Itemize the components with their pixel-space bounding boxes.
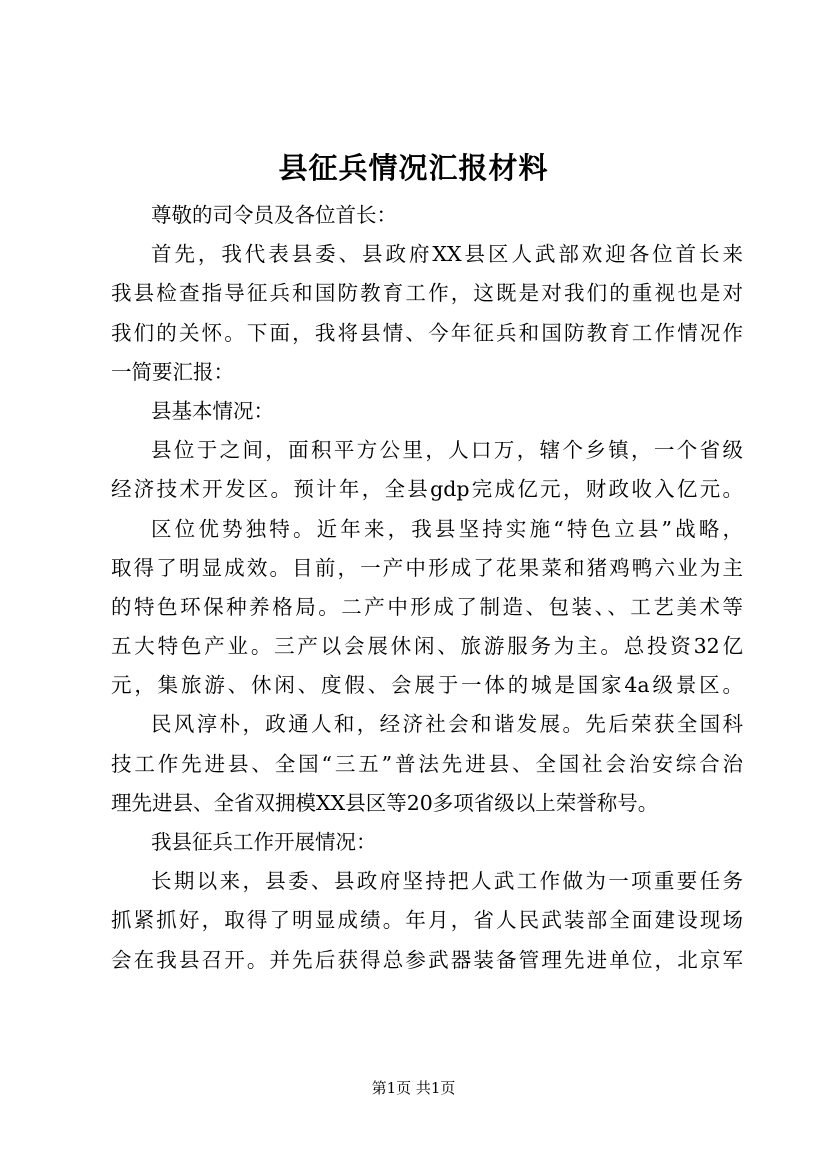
paragraph-line: 抓紧抓好，取得了明显成绩。年月，省人民武装部全面建设现场	[111, 908, 743, 933]
paragraph-line: 会在我县召开。并先后获得总参武器装备管理先进单位，北京军	[111, 947, 743, 972]
paragraph-line: 长期以来，县委、县政府坚持把人武工作做为一项重要任务	[151, 869, 743, 894]
paragraph-line: 理先进县、全省双拥模XX县区等20多项省级以上荣誉称号。	[111, 790, 659, 815]
paragraph-line: 我们的关怀。下面，我将县情、今年征兵和国防教育工作情况作	[111, 320, 743, 345]
paragraph-line: 区位优势独特。近年来，我县坚持实施“特色立县”战略，	[151, 516, 743, 541]
paragraph-line: 取得了明显成效。目前，一产中形成了花果菜和猪鸡鸭六业为主	[111, 555, 743, 580]
paragraph-line: 元，集旅游、休闲、度假、会展于一体的城是国家4a级景区。	[111, 673, 743, 698]
paragraph-line: 县位于之间，面积平方公里，人口万，辖个乡镇，一个省级	[151, 438, 743, 463]
paragraph-line: 经济技术开发区。预计年，全县gdp完成亿元，财政收入亿元。	[111, 477, 743, 502]
paragraph-line: 技工作先进县、全国“三五”普法先进县、全国社会治安综合治	[111, 751, 743, 776]
document-body	[111, 196, 743, 980]
section-heading: 我县征兵工作开展情况：	[151, 830, 377, 854]
page-number-footer: 第1页 共1页	[371, 1079, 456, 1097]
paragraph-line: 民风淳朴，政通人和，经济社会和谐发展。先后荣获全国科	[151, 712, 743, 737]
page-title: 县征兵情况汇报材料	[278, 151, 549, 185]
salutation-line: 尊敬的司令员及各位首长：	[151, 203, 397, 227]
section-heading: 县基本情况：	[151, 398, 274, 423]
paragraph-line: 我县检查指导征兵和国防教育工作，这既是对我们的重视也是对	[111, 281, 743, 306]
paragraph-line: 的特色环保种养格局。二产中形成了制造、包装、、工艺美术等	[111, 594, 743, 619]
paragraph-line: 首先，我代表县委、县政府XX县区人武部欢迎各位首长来	[151, 242, 743, 267]
paragraph-line: 五大特色产业。三产以会展休闲、旅游服务为主。总投资32亿	[111, 634, 743, 659]
paragraph-line: 一简要汇报：	[111, 359, 234, 384]
